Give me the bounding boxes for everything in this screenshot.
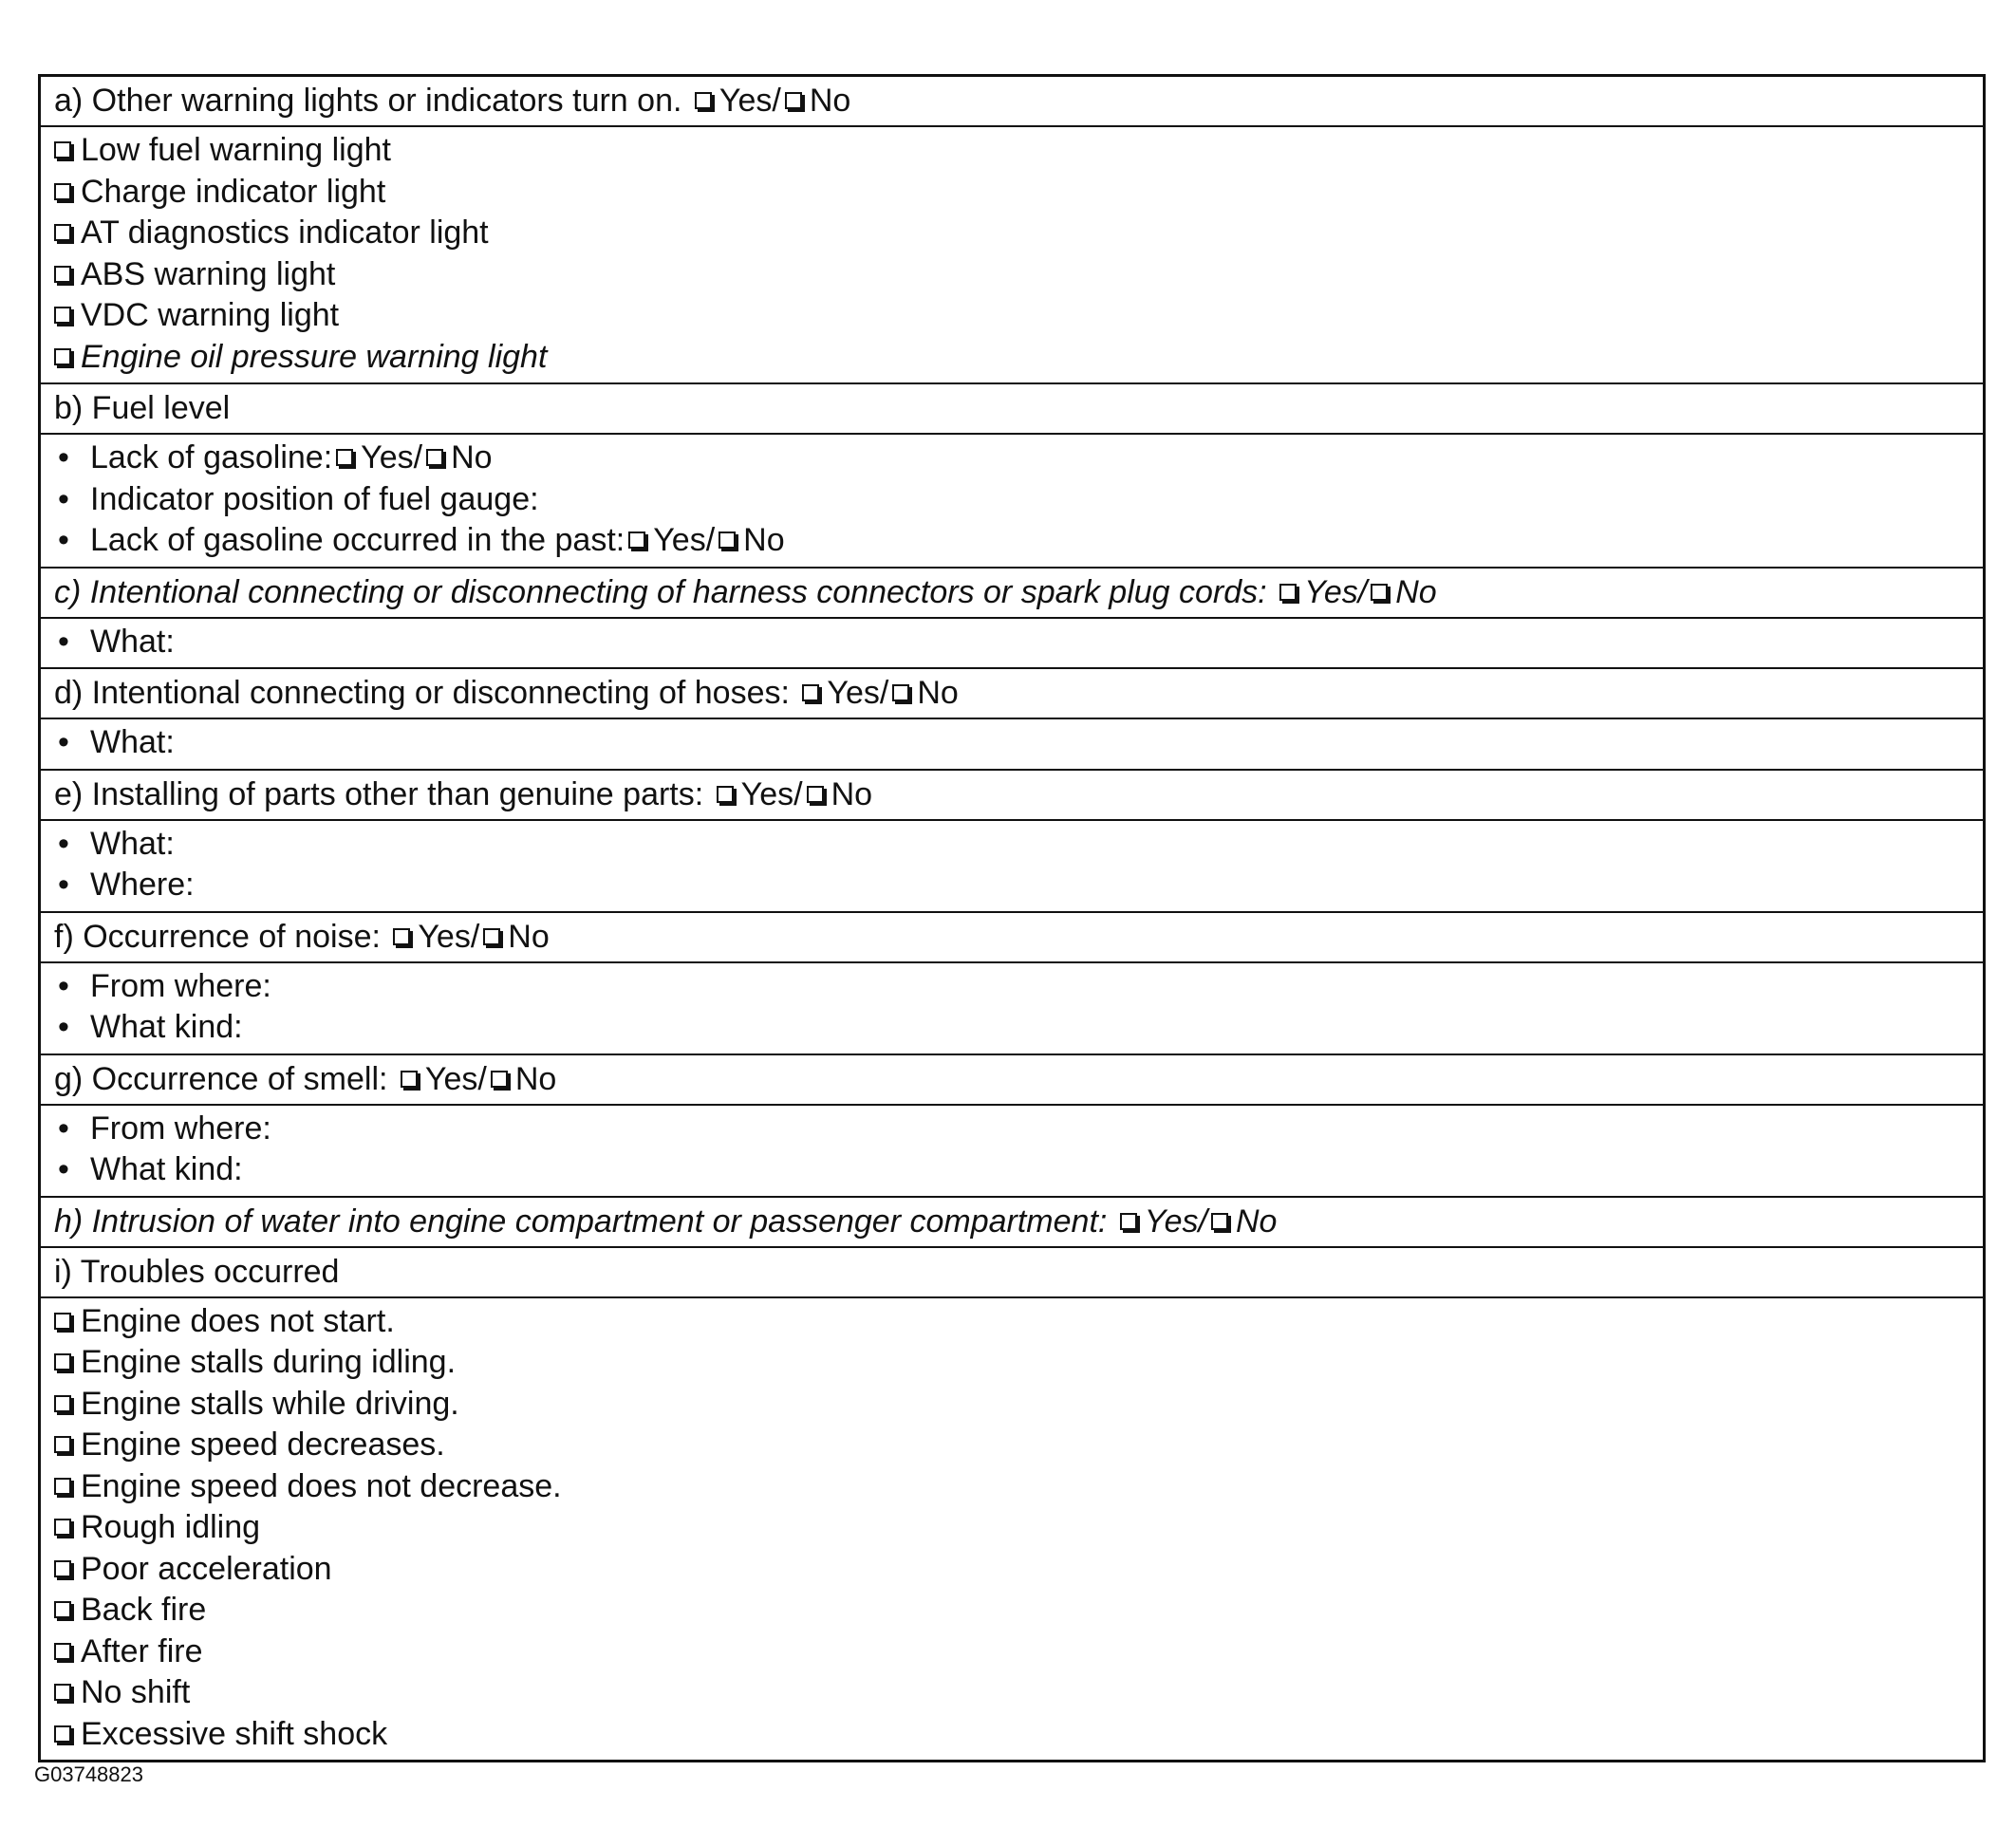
list-item	[54, 213, 1969, 254]
list-item	[54, 966, 1969, 1008]
bullet-icon: •	[58, 623, 69, 660]
no-label: No	[917, 675, 959, 711]
item-label: ABS warning light	[81, 255, 336, 292]
checkbox[interactable]	[54, 1436, 71, 1453]
list-item	[54, 337, 1969, 379]
checkbox[interactable]	[54, 1643, 71, 1660]
list-item	[54, 1301, 1969, 1343]
no-checkbox[interactable]	[1371, 584, 1388, 601]
checkbox[interactable]	[54, 1725, 71, 1743]
list-item	[54, 1714, 1969, 1756]
checkbox[interactable]	[54, 307, 71, 324]
yes-checkbox[interactable]	[717, 786, 734, 803]
section-i-header	[41, 1246, 1983, 1296]
yes-label: Yes/	[740, 775, 803, 812]
yes-label: Yes/	[418, 918, 480, 955]
section-g-items	[41, 1104, 1983, 1196]
checkbox[interactable]	[54, 1478, 71, 1495]
list-item	[54, 1590, 1969, 1632]
section-i-label: i) Troubles occurred	[54, 1253, 340, 1290]
section-h-label: h) Intrusion of water into engine compartment or passenger compartment:	[54, 1203, 1108, 1240]
section-f-header	[41, 911, 1983, 961]
item-label: Back fire	[81, 1592, 207, 1628]
no-checkbox[interactable]	[426, 449, 443, 466]
list-item	[54, 1672, 1969, 1714]
no-checkbox[interactable]	[483, 928, 500, 945]
item-label: After fire	[81, 1632, 203, 1669]
item-label: AT diagnostics indicator light	[81, 214, 489, 251]
section-a-header	[41, 77, 1983, 125]
list-item	[54, 1342, 1969, 1384]
bullet-icon: •	[58, 1151, 69, 1187]
item-label: What:	[90, 724, 175, 760]
item-label: Charge indicator light	[81, 173, 386, 210]
item-label: From where:	[90, 1109, 271, 1147]
section-a-items	[41, 125, 1983, 382]
no-checkbox[interactable]	[1211, 1213, 1228, 1230]
item-label: Lack of gasoline occurred in the past:	[90, 522, 625, 558]
bullet-icon: •	[58, 522, 69, 558]
item-label: What:	[90, 623, 175, 660]
checkbox[interactable]	[54, 1519, 71, 1536]
list-item	[54, 1109, 1969, 1150]
section-f-items	[41, 961, 1983, 1054]
list-item	[54, 1149, 1969, 1191]
checkbox[interactable]	[54, 1353, 71, 1371]
item-label: Low fuel warning light	[81, 132, 391, 168]
yes-checkbox[interactable]	[802, 684, 819, 701]
list-item	[54, 172, 1969, 214]
item-label: Engine does not start.	[81, 1302, 395, 1339]
no-checkbox[interactable]	[807, 786, 824, 803]
checkbox[interactable]	[54, 183, 71, 200]
list-item	[54, 622, 1969, 663]
item-label: Indicator position of fuel gauge:	[90, 480, 539, 517]
no-label: No	[1235, 1203, 1278, 1240]
no-label: No	[831, 775, 873, 812]
no-label: No	[451, 439, 493, 475]
list-item	[54, 1425, 1969, 1466]
yes-checkbox[interactable]	[393, 928, 410, 945]
list-item	[54, 865, 1969, 906]
list-item	[54, 130, 1969, 172]
checkbox[interactable]	[54, 348, 71, 365]
list-item	[54, 722, 1969, 764]
yes-checkbox[interactable]	[401, 1071, 418, 1088]
no-label: No	[809, 83, 851, 119]
section-h-header	[41, 1196, 1983, 1246]
yes-checkbox[interactable]	[628, 531, 645, 549]
section-d-items	[41, 718, 1983, 769]
figure-id: G03748823	[34, 1762, 143, 1786]
section-b-label: b) Fuel level	[54, 390, 231, 426]
yes-checkbox[interactable]	[1279, 584, 1297, 601]
checkbox[interactable]	[54, 1601, 71, 1618]
section-c-items	[41, 617, 1983, 668]
bullet-icon: •	[58, 1109, 69, 1147]
bullet-icon: •	[58, 439, 69, 475]
section-g-label: g) Occurrence of smell:	[54, 1060, 388, 1097]
list-item	[54, 1507, 1969, 1549]
section-g-header	[41, 1054, 1983, 1104]
item-label: Rough idling	[81, 1509, 261, 1545]
yes-label: Yes/	[653, 522, 716, 558]
item-label: What kind:	[90, 1009, 243, 1045]
item-label: Engine oil pressure warning light	[81, 338, 548, 375]
checkbox[interactable]	[54, 266, 71, 283]
no-label: No	[508, 918, 550, 955]
item-label: VDC warning light	[81, 297, 340, 333]
section-a-label: a) Other warning lights or indicators turn on.	[54, 83, 682, 119]
section-d-label: d) Intentional connecting or disconnecting of hoses:	[54, 675, 790, 711]
list-item	[54, 1384, 1969, 1426]
yes-label: Yes/	[827, 675, 889, 711]
no-label: No	[514, 1060, 557, 1097]
yes-checkbox[interactable]	[1120, 1213, 1137, 1230]
no-checkbox[interactable]	[491, 1071, 508, 1088]
item-label: Poor acceleration	[81, 1550, 332, 1587]
no-checkbox[interactable]	[785, 92, 802, 109]
checkbox[interactable]	[54, 1395, 71, 1412]
checkbox[interactable]	[54, 224, 71, 241]
list-item	[54, 438, 1969, 479]
yes-label: Yes/	[1144, 1203, 1207, 1240]
list-item	[54, 824, 1969, 866]
no-label: No	[1395, 573, 1437, 610]
bullet-icon: •	[58, 867, 69, 903]
yes-label: Yes/	[719, 83, 781, 119]
no-checkbox[interactable]	[892, 684, 909, 701]
section-i-items	[41, 1296, 1983, 1761]
bullet-icon: •	[58, 1009, 69, 1045]
section-e-items	[41, 819, 1983, 911]
section-d-header	[41, 667, 1983, 718]
yes-label: Yes/	[424, 1060, 487, 1097]
checkbox[interactable]	[54, 141, 71, 158]
item-label: Engine stalls during idling.	[81, 1344, 457, 1380]
item-label: Engine stalls while driving.	[81, 1385, 459, 1422]
item-label: What:	[90, 825, 175, 862]
section-b-items	[41, 433, 1983, 567]
section-c-label: c) Intentional connecting or disconnecting of harness connectors or spark plug cords:	[54, 573, 1267, 610]
section-f-label: f) Occurrence of noise:	[54, 918, 381, 955]
no-label: No	[743, 522, 785, 558]
section-e-label: e) Installing of parts other than genuine parts:	[54, 775, 704, 812]
list-item	[54, 254, 1969, 296]
item-label: Lack of gasoline:	[90, 439, 333, 475]
item-label: Excessive shift shock	[81, 1715, 388, 1752]
item-label: What kind:	[90, 1151, 243, 1187]
list-item	[54, 1549, 1969, 1591]
list-item	[54, 479, 1969, 521]
no-checkbox[interactable]	[719, 531, 736, 549]
checkbox[interactable]	[54, 1560, 71, 1577]
checkbox[interactable]	[54, 1684, 71, 1701]
list-item	[54, 1632, 1969, 1673]
item-label: Engine speed decreases.	[81, 1426, 445, 1463]
bullet-icon: •	[58, 825, 69, 862]
yes-checkbox[interactable]	[336, 449, 353, 466]
item-label: Where:	[90, 867, 195, 903]
yes-checkbox[interactable]	[695, 92, 712, 109]
item-label: Engine speed does not decrease.	[81, 1467, 562, 1504]
bullet-icon: •	[58, 724, 69, 760]
bullet-icon: •	[58, 480, 69, 517]
section-b-header	[41, 382, 1983, 433]
item-label: From where:	[90, 967, 271, 1004]
item-label: No shift	[81, 1674, 191, 1710]
section-c-header	[41, 567, 1983, 617]
list-item	[54, 520, 1969, 562]
section-e-header	[41, 769, 1983, 819]
vehicle-inquiry-form	[38, 74, 1986, 1762]
checkbox[interactable]	[54, 1313, 71, 1330]
bullet-icon: •	[58, 967, 69, 1004]
list-item	[54, 295, 1969, 337]
yes-label: Yes/	[361, 439, 423, 475]
list-item	[54, 1466, 1969, 1508]
list-item	[54, 1007, 1969, 1049]
yes-label: Yes/	[1304, 573, 1368, 610]
